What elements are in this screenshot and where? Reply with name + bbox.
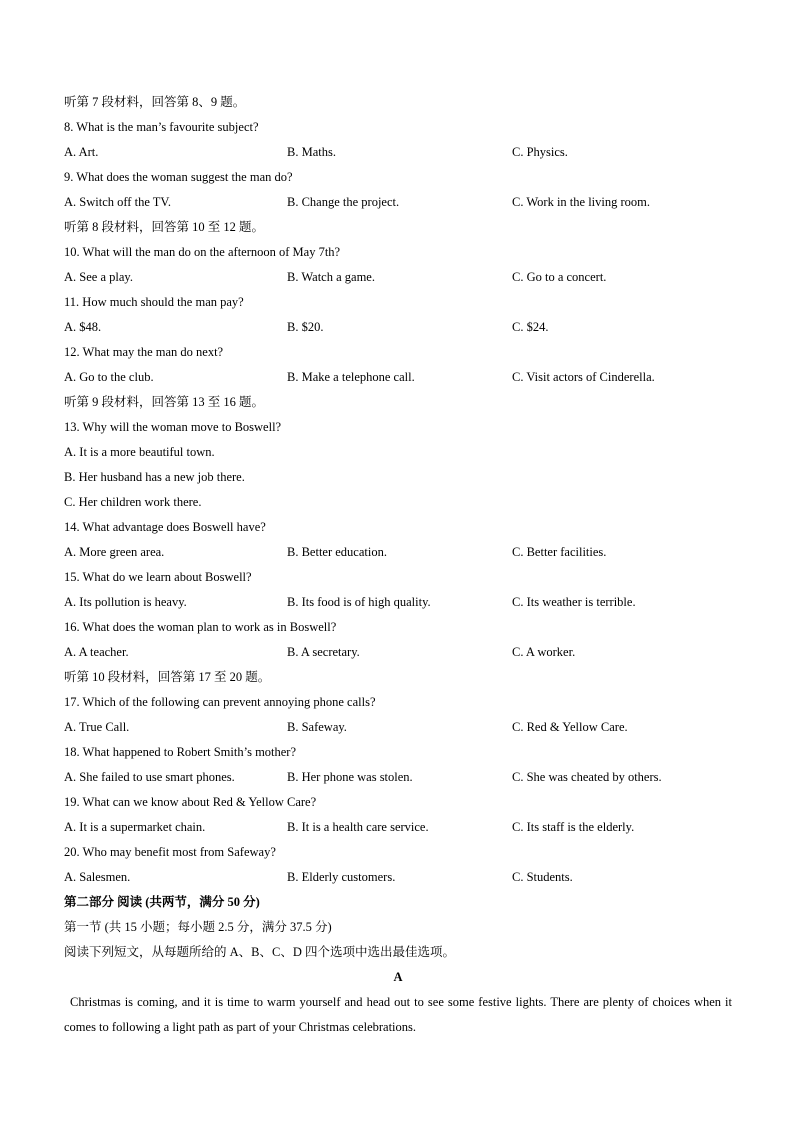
option-a: A. It is a more beautiful town.	[64, 445, 215, 459]
question-10: 10. What will the man do on the afternoon of May 7th?	[64, 245, 341, 259]
option-a: A. See a play.	[64, 270, 133, 284]
question-13: 13. Why will the woman move to Boswell?	[64, 420, 282, 434]
options-9	[64, 190, 732, 215]
option-b: B. Change the project.	[287, 195, 400, 209]
part-2-title: 第二部分 阅读 (共两节，满分 50 分)	[64, 895, 260, 909]
option-b: B. Watch a game.	[287, 270, 375, 284]
option-b: B. Maths.	[287, 145, 336, 159]
option-c: C. Students.	[512, 870, 573, 884]
question-12: 12. What may the man do next?	[64, 345, 224, 359]
section-header-10: 听第 10 段材料，回答第 17 至 20 题。	[64, 670, 271, 684]
option-a: A. $48.	[64, 320, 102, 334]
option-a: A. Switch off the TV.	[64, 195, 171, 209]
question-16: 16. What does the woman plan to work as in Boswell?	[64, 620, 337, 634]
option-b: B. Her husband has a new job there.	[64, 470, 245, 484]
options-8	[64, 140, 732, 165]
options-15	[64, 590, 732, 615]
option-c: C. Work in the living room.	[512, 195, 650, 209]
option-c: C. A worker.	[512, 645, 576, 659]
option-b: B. Its food is of high quality.	[287, 595, 431, 609]
section-header-8: 听第 8 段材料，回答第 10 至 12 题。	[64, 220, 265, 234]
option-c: C. Better facilities.	[512, 545, 607, 559]
option-b: B. Her phone was stolen.	[287, 770, 413, 784]
passage-paragraph: Christmas is coming, and it is time to warm yourself and head out to see some festive lights. There are plenty of choices when it comes to following a light path as part of your Christmas celebrations.	[64, 995, 732, 1034]
question-11: 11. How much should the man pay?	[64, 295, 244, 309]
options-17	[64, 715, 732, 740]
option-a: A. Its pollution is heavy.	[64, 595, 187, 609]
option-c: C. Her children work there.	[64, 495, 202, 509]
question-19: 19. What can we know about Red & Yellow Care?	[64, 795, 317, 809]
option-a: A. Art.	[64, 145, 99, 159]
passage-label: A	[393, 970, 403, 984]
option-a: A. Go to the club.	[64, 370, 154, 384]
options-10	[64, 265, 732, 290]
options-14	[64, 540, 732, 565]
option-a: A. More green area.	[64, 545, 165, 559]
option-a: A. A teacher.	[64, 645, 129, 659]
option-c: C. Go to a concert.	[512, 270, 607, 284]
option-b: B. Better education.	[287, 545, 387, 559]
option-b: B. Elderly customers.	[287, 870, 396, 884]
option-a: A. It is a supermarket chain.	[64, 820, 206, 834]
option-b: B. Make a telephone call.	[287, 370, 415, 384]
section-header-7: 听第 7 段材料，回答第 8、9 题。	[64, 95, 246, 109]
options-18	[64, 765, 732, 790]
question-15: 15. What do we learn about Boswell?	[64, 570, 252, 584]
question-17: 17. Which of the following can prevent annoying phone calls?	[64, 695, 376, 709]
section-header-9: 听第 9 段材料，回答第 13 至 16 题。	[64, 395, 265, 409]
option-c: C. She was cheated by others.	[512, 770, 662, 784]
question-14: 14. What advantage does Boswell have?	[64, 520, 266, 534]
option-c: C. Physics.	[512, 145, 568, 159]
options-11	[64, 315, 732, 340]
question-18: 18. What happened to Robert Smith’s mother?	[64, 745, 297, 759]
option-c: C. $24.	[512, 320, 549, 334]
options-20	[64, 865, 732, 890]
option-c: C. Red & Yellow Care.	[512, 720, 628, 734]
section-1-header: 第一节 (共 15 小题；每小题 2.5 分，满分 37.5 分)	[64, 920, 332, 934]
question-9: 9. What does the woman suggest the man do?	[64, 170, 293, 184]
question-20: 20. Who may benefit most from Safeway?	[64, 845, 276, 859]
option-c: C. Its staff is the elderly.	[512, 820, 635, 834]
options-16	[64, 640, 732, 665]
option-b: B. A secretary.	[287, 645, 360, 659]
option-c: C. Its weather is terrible.	[512, 595, 636, 609]
option-b: B. $20.	[287, 320, 324, 334]
reading-instruction: 阅读下列短文，从每题所给的 A、B、C、D 四个选项中选出最佳选项。	[64, 945, 455, 959]
exam-page	[64, 90, 732, 1040]
option-a: A. Salesmen.	[64, 870, 131, 884]
option-a: A. She failed to use smart phones.	[64, 770, 235, 784]
option-b: B. It is a health care service.	[287, 820, 429, 834]
option-c: C. Visit actors of Cinderella.	[512, 370, 655, 384]
question-8: 8. What is the man’s favourite subject?	[64, 120, 259, 134]
option-b: B. Safeway.	[287, 720, 347, 734]
options-19	[64, 815, 732, 840]
options-12	[64, 365, 732, 390]
option-a: A. True Call.	[64, 720, 130, 734]
